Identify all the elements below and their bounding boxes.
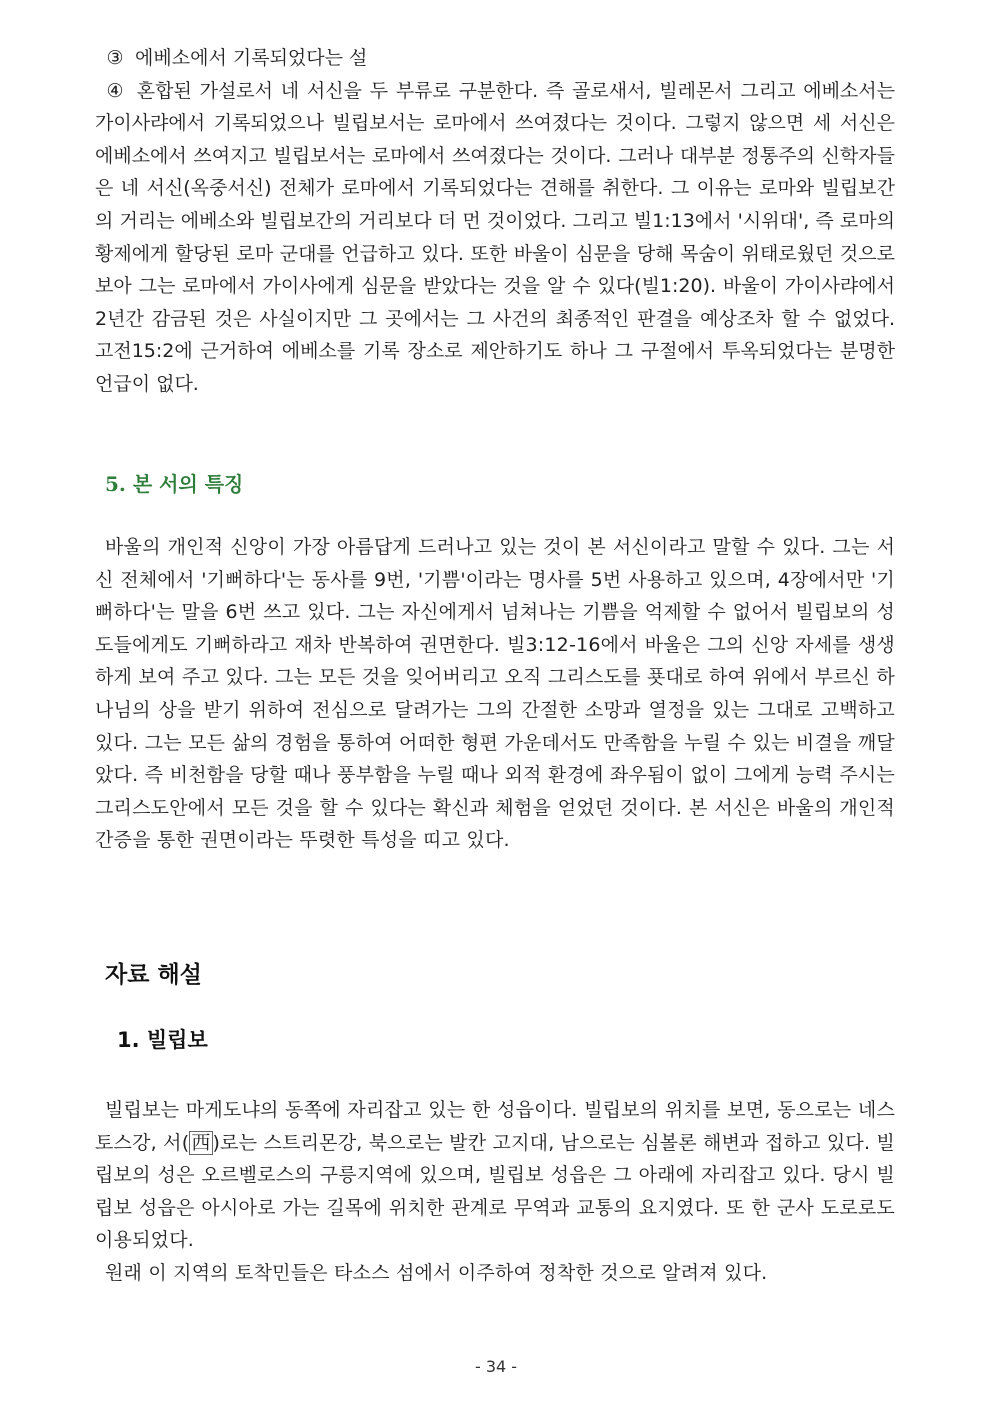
text-span: 빌립보는 마게도냐의 동쪽에 자리잡고 있는 한 성읍이다. 빌립보의 위치를 보면, 동으로는 네스토스강, 서( — [95, 1099, 895, 1154]
page-content — [95, 42, 895, 401]
list-item-3 — [95, 42, 895, 75]
sub-heading: 1. 빌립보 — [117, 1028, 208, 1052]
paragraph: 바울의 개인적 신앙이 가장 아름답게 드러나고 있는 것이 본 서신이라고 말할 수 있다. 그는 서신 전체에서 '기뻐하다'는 동사를 9번, '기쁨'이라는 명사를 5번 사용하고 있으며, 4장에서만 '기뻐하다'는 말을 6번 쓰고 있다. 그는 자신에게서 넘쳐나는 기쁨을 억제할 수 없어서 빌립보의 성도들에게도 기뻐하라고 재차 반복하여 권면한다. 빌3:12-16에서 바울은 그의 신앙 자세를 생생하게 보여 주고 있다. 그는 모든 것을 잊어버리고 오직 그리스도를 푯대로 하여 위에서 부르신 하나님의 상을 받기 위하여 전심으로 달려가는 그의 간절한 소망과 열정을 있는 그대로 고백하고 있다. 그는 모든 삶의 경험을 통하여 어떠한 형편 가운데서도 만족함을 누릴 수 있는 비결을 깨달았다. 즉 비천함을 당할 때나 풍부함을 누릴 때나 외적 환경에 좌우됨이 없이 그에게 능력 주시는 그리스도안에서 모든 것을 할 수 있다는 확신과 체험을 얻었던 것이다. 본 서신은 바울의 개인적 간증을 통한 권면이라는 뚜렷한 특성을 띠고 있다. — [95, 536, 895, 852]
section-heading: 5. 본 서의 특징 — [105, 472, 244, 496]
resources-heading: 자료 해설 — [105, 962, 202, 988]
paragraph — [95, 1094, 895, 1257]
item-marker: ③ — [106, 47, 124, 69]
item-text: 에베소에서 기록되었다는 설 — [135, 47, 368, 69]
hanja-char: 西 — [191, 1131, 211, 1154]
list-item-4 — [95, 75, 895, 401]
text-span: )로는 스트리몬강, 북으로는 발칸 고지대, 남으로는 심볼론 해변과 접하고 있다. 빌립보의 성은 오르벨로스의 구릉지역에 있으며, 빌립보 성읍은 그 아래에 자리잡고 있다. 당시 빌립보 성읍은 아시아로 가는 길목에 위치한 관계로 무역과 교통의 요지였다. 또 한 군사 도로로도 이용되었다. — [95, 1131, 895, 1252]
resources-body — [95, 1094, 895, 1290]
item-marker: ④ — [106, 79, 124, 102]
paragraph: 원래 이 지역의 토착민들은 타소스 섬에서 이주하여 정착한 것으로 알려져 있다. — [105, 1261, 768, 1284]
page-number: - 34 - — [474, 1357, 518, 1376]
section-body — [95, 531, 895, 857]
item-text: 혼합된 가설로서 네 서신을 두 부류로 구분한다. 즉 골로새서, 빌레몬서 그리고 에베소서는 가이사랴에서 기록되었으나 빌립보서는 로마에서 쓰여졌다는 것이다. 그렇지 않으면 세 서신은 에베소에서 쓰여지고 빌립보서는 로마에서 쓰여졌다는 것이다. 그러나 대부분 정통주의 신학자들은 네 서신(옥중서신) 전체가 로마에서 기록되었다는 견해를 취한다. 그 이유는 로마와 빌립보간의 거리는 에베소와 빌립보간의 거리보다 더 먼 것이었다. 그리고 빌1:13에서 '시위대', 즉 로마의 황제에게 할당된 로마 군대를 언급하고 있다. 또한 바울이 심문을 당해 목숨이 위태로웠던 것으로 보아 그는 로마에서 가이사에게 심문을 받았다는 것을 알 수 있다(빌1:20). 바울이 가이사랴에서 2년간 감금된 것은 사실이지만 그 곳에서는 그 사건의 최종적인 판결을 예상조차 할 수 없었다. 고전15:2에 근거하여 에베소를 기록 장소로 제안하기도 하나 그 구절에서 투옥되었다는 분명한 언급이 없다. — [95, 79, 895, 395]
